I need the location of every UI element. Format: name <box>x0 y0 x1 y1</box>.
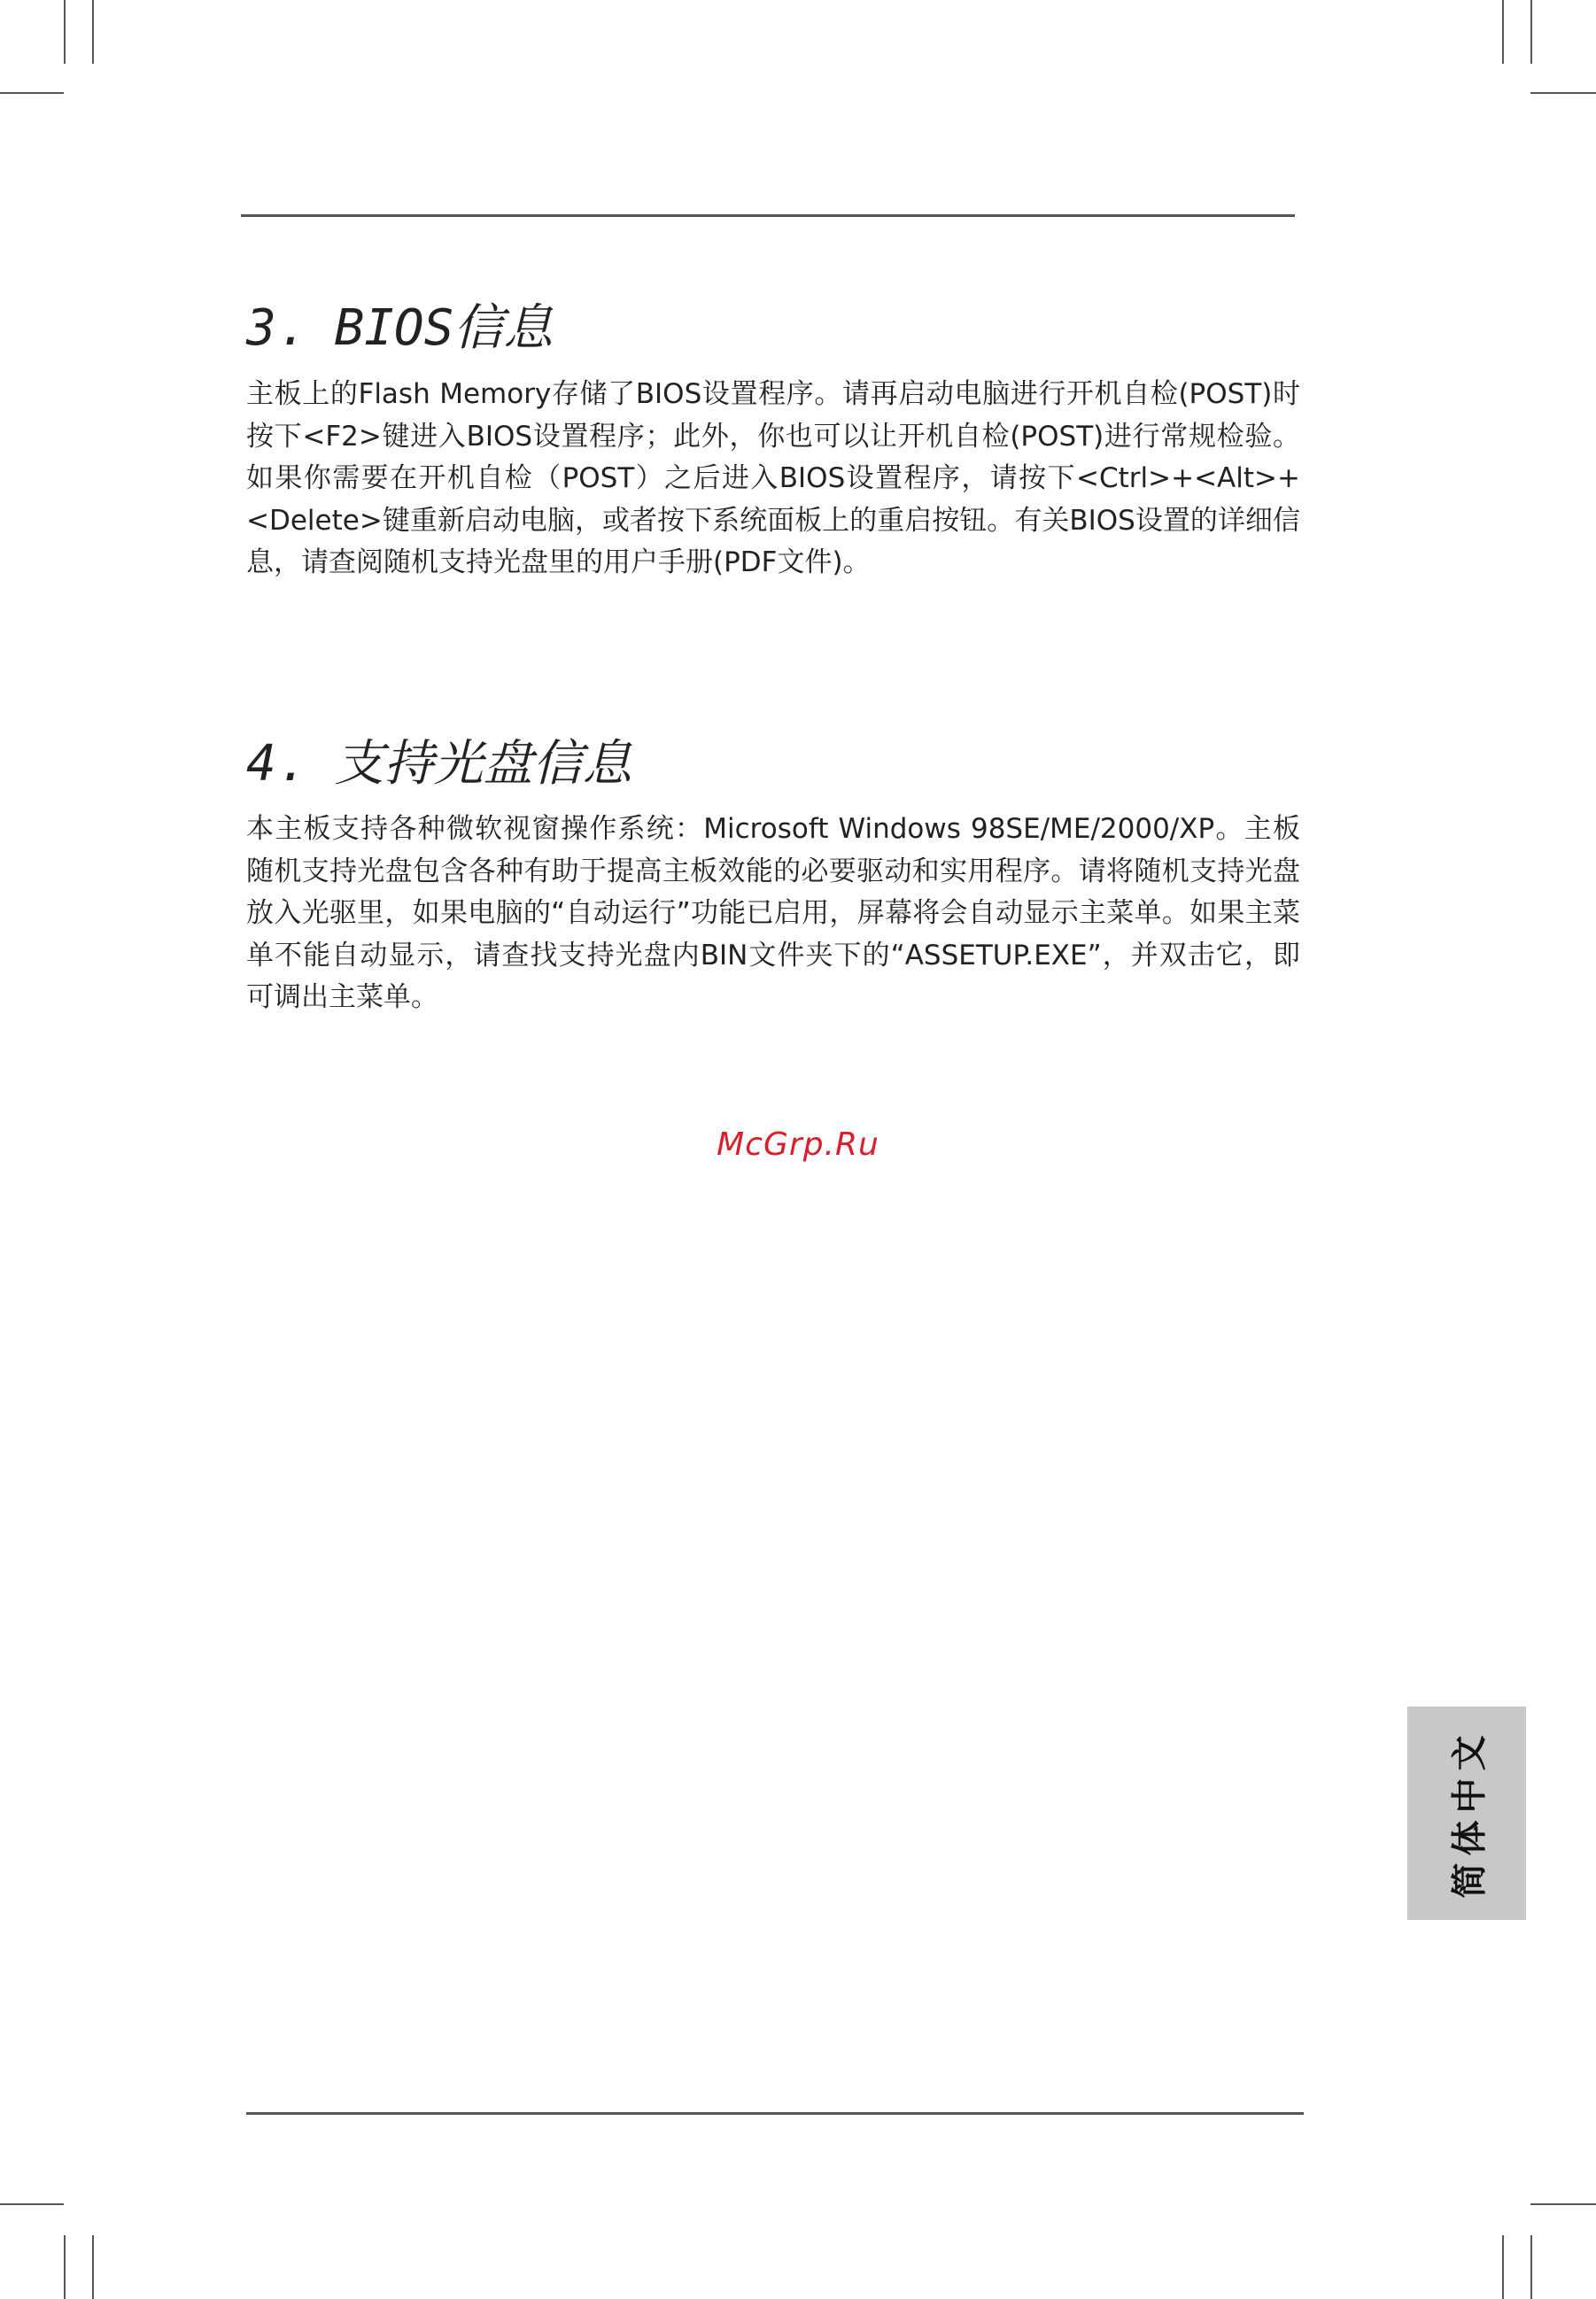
section-4-body: 本主板支持各种微软视窗操作系统：Microsoft Windows 98SE/ME/2000/XP。主板随机支持光盘包含各种有助于提高主板效能的必要驱动和实用程序。请将随机支持光盘放入光驱里，如果电脑的“自动运行”功能已启用，屏幕将会自动显示主菜单。如果主菜单不能自动显示，请查找支持光盘内BIN文件夹下的“ASSETUP.EXE”，并双击它，即可调出主菜单。 <box>246 813 1300 1013</box>
section-3-body: 主板上的Flash Memory存储了BIOS设置程序。请再启动电脑进行开机自检(POST)时按下<F2>键进入BIOS设置程序；此外，你也可以让开机自检(POST)进行常规检验。如果你需要在开机自检（POST）之后进入BIOS设置程序，请按下<Ctrl>+<Alt>+<Delete>键重新启动电脑，或者按下系统面板上的重启按钮。有关BIOS设置的详细信息，请查阅随机支持光盘里的用户手册(PDF文件)。 <box>246 378 1300 578</box>
crop-mark <box>1502 2235 1504 2299</box>
language-side-tab <box>1407 1707 1526 1920</box>
crop-mark <box>0 2203 64 2205</box>
section-number: 4. <box>246 735 310 793</box>
crop-mark <box>1530 0 1532 64</box>
footer-rule <box>246 2112 1304 2115</box>
language-tab-label: 简体中文 <box>1449 1728 1491 1899</box>
section-number: 3. <box>246 299 310 357</box>
crop-mark <box>1502 0 1504 64</box>
crop-mark <box>64 0 66 64</box>
crop-mark <box>1530 2203 1596 2205</box>
crop-mark <box>0 92 64 94</box>
section-title: 支持光盘信息 <box>334 735 632 793</box>
crop-mark <box>1530 92 1596 94</box>
section-4-heading <box>246 733 631 795</box>
header-rule <box>241 214 1295 217</box>
crop-mark <box>1530 2235 1532 2299</box>
crop-mark <box>64 2235 66 2299</box>
crop-mark <box>92 0 94 64</box>
crop-mark <box>92 2235 94 2299</box>
section-title-latin: BIOS <box>334 299 454 357</box>
section-3-heading <box>246 298 553 360</box>
watermark-text: McGrp.Ru <box>717 1126 879 1163</box>
section-title: 信息 <box>453 299 554 357</box>
